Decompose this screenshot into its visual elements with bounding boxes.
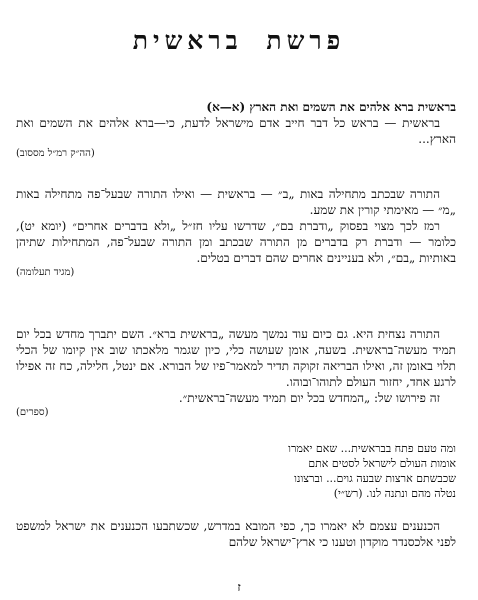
quote-line: שכבשתם ארצות שבעה גוים... וברצונו [294, 472, 456, 485]
verse-commentary: בראשית — בראש כל דבר חייב אדם מישראל לדעת, כי—ברא אלהים את השמים ואת הארץ... [16, 116, 456, 146]
source-citation: (הה״ק רמ״ל מססוב) [16, 148, 95, 159]
quote-line: אומות העולם לישראל לסטים אתם [308, 457, 456, 470]
verse-heading: בראשית ברא אלהים את השמים ואת הארץ (א—א) [206, 100, 456, 114]
paragraph: הכנענים עצמם לא יאמרו כך, כפי המובא במדרש, שכשתבעו הכנענים את ישראל למשפט לפני אלכסנדר מוקדון וטענו כי ארץ־ישראל שלהם [16, 519, 456, 549]
section-bereshit-verse [16, 99, 456, 160]
section-torah-letters [16, 186, 456, 279]
page-number: ז [237, 580, 241, 594]
section-canaanites [16, 518, 456, 550]
source-citation: (מגיד תעלומה) [16, 267, 75, 278]
source-citation: (ספרים) [16, 407, 49, 418]
quote-line: נטלה מהם ונתנה לנו. (רש״י) [333, 487, 456, 500]
quote-line: ומה טעם פתח בבראשית... שאם יאמרו [288, 442, 456, 455]
rashi-quote [270, 441, 456, 501]
page-title: פרשת בראשית [132, 26, 346, 55]
paragraph: התורה נצחית היא. גם כיום עוד נמשך מעשה „בראשית ברא״. השם יתברך מחדש בכל יום תמיד מעשה־בראשית. בשעה, אומן שעושה כלי, כיון שגמר מלאכתו שוב אין קיומו של הכלי תלוי באומן זה, ואילו הבריאה זקוקה תדיר למאמר־פיו של הבורא. אם ינטל, חלילה, כח זה אפילו לרגע אחד, יחזור העולם לתוהו־ובוהו. [16, 327, 456, 389]
paragraph: רמז לכך מצוי בפסוק „ודברת בם״, שדרשו עליו חז״ל „ולא בדברים אחרים״ (יומא יט), כלומר — ודברת רק בדברים מן התורה שבכתב ומן התורה שבעל־פה, המתחילות שתיהן באותיות „בם״, ולא בעניינים אחרים שהם דברים בטלים. [16, 219, 456, 265]
paragraph: זה פירושו של: „המחדש בכל יום תמיד מעשה־בראשית״. [178, 391, 440, 405]
paragraph: התורה שבכתב מתחילה באות „ב״ — בראשית — ואילו התורה שבעל־פה מתחילה באות „מ״ — מאימתי קורין את שמע. [16, 187, 456, 217]
